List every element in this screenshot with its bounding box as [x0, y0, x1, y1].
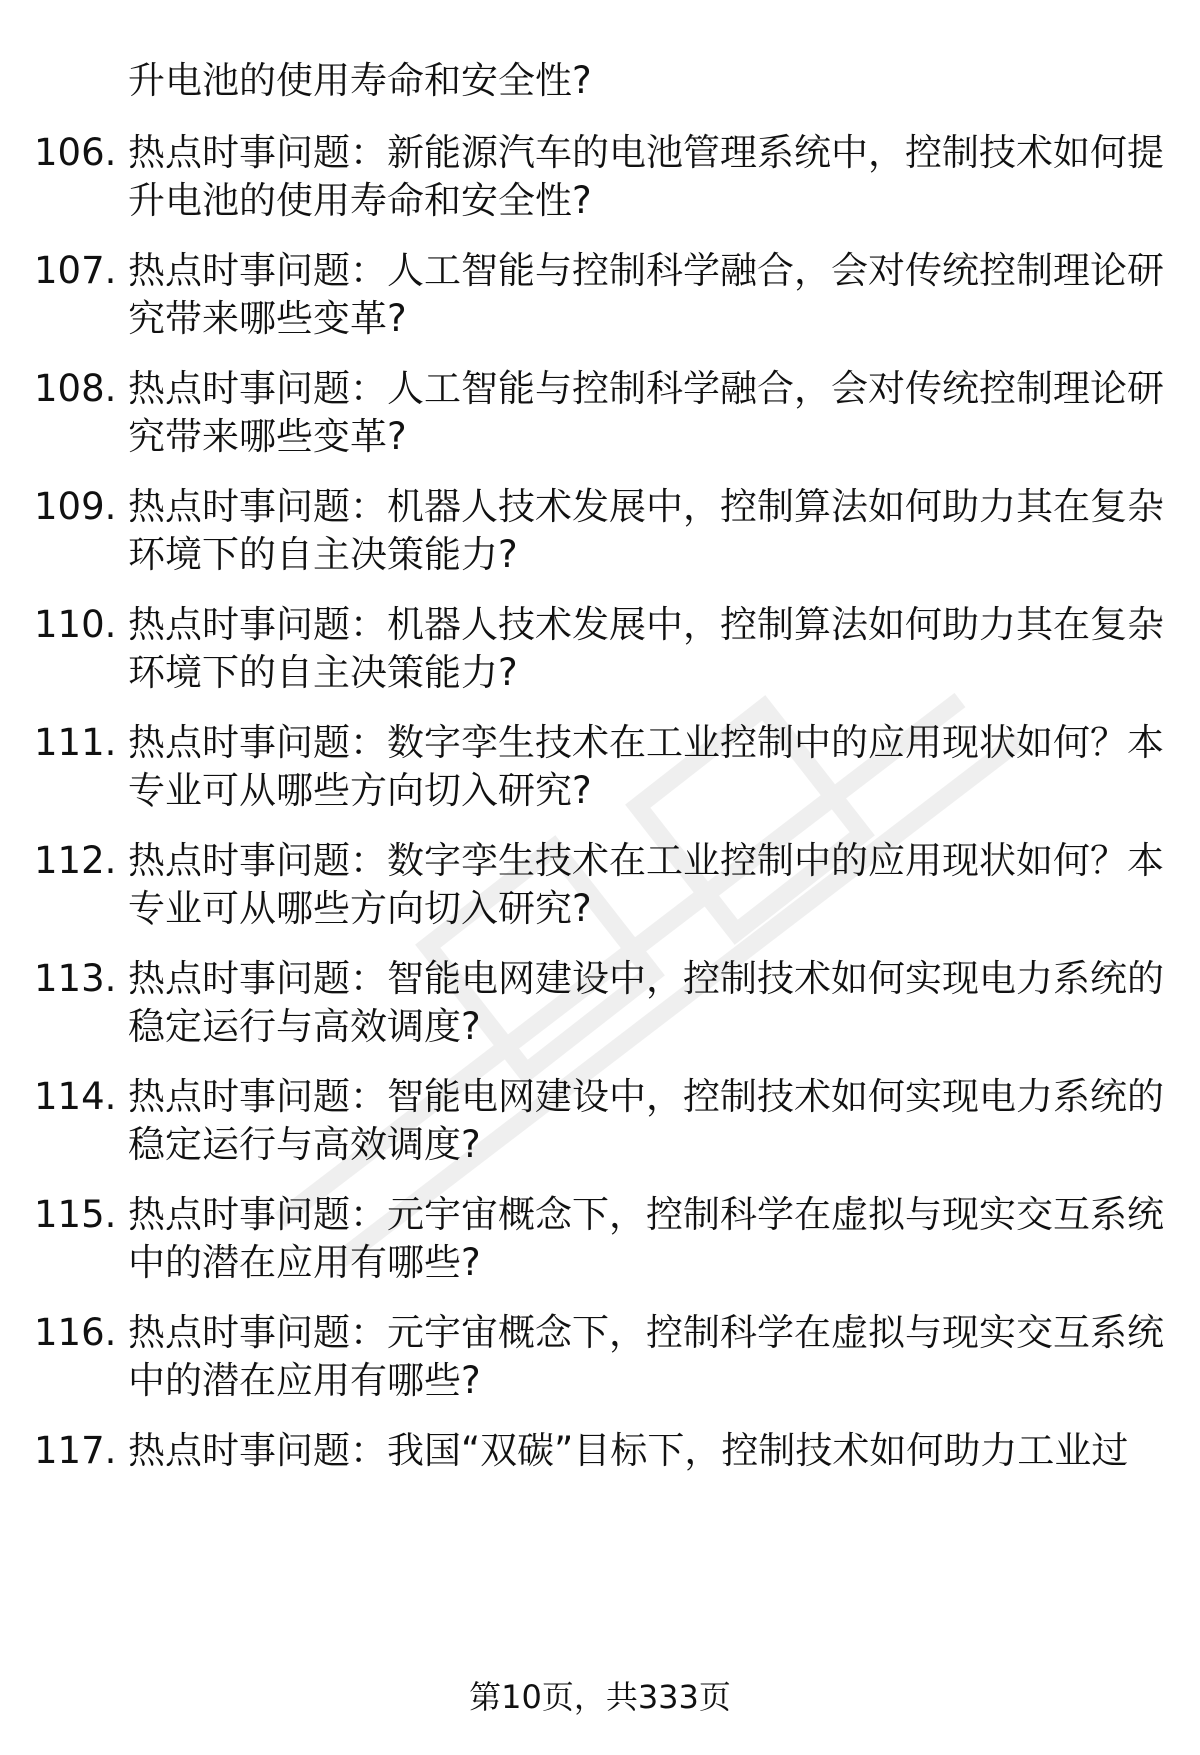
item-text-line-1: 热点时事问题：元宇宙概念下，控制科学在虚拟与现实交互系统	[128, 1311, 1164, 1354]
item-text-line-1: 热点时事问题：新能源汽车的电池管理系统中，控制技术如何提	[128, 131, 1164, 174]
item-text-line-1: 热点时事问题：元宇宙概念下，控制科学在虚拟与现实交互系统	[128, 1193, 1164, 1236]
item-number: 115.	[34, 1193, 117, 1236]
item-text-line-1: 热点时事问题：数字孪生技术在工业控制中的应用现状如何？本	[128, 721, 1164, 764]
item-text-line-2: 专业可从哪些方向切入研究?	[128, 887, 592, 930]
item-text-line-2: 中的潜在应用有哪些?	[128, 1359, 481, 1402]
item-text-line-1: 热点时事问题：机器人技术发展中，控制算法如何助力其在复杂	[128, 603, 1164, 646]
item-text-line-2: 稳定运行与高效调度?	[128, 1123, 481, 1166]
item-text-line-2: 究带来哪些变革?	[128, 297, 407, 340]
item-text-line-1: 热点时事问题：机器人技术发展中，控制算法如何助力其在复杂	[128, 485, 1164, 528]
item-text-line-1: 热点时事问题：我国“双碳”目标下，控制技术如何助力工业过	[128, 1429, 1129, 1472]
item-text-line-2: 稳定运行与高效调度?	[128, 1005, 481, 1048]
item-number: 113.	[34, 957, 117, 1000]
item-number: 116.	[34, 1311, 117, 1354]
item-text-line-1: 热点时事问题：智能电网建设中，控制技术如何实现电力系统的	[128, 1075, 1164, 1118]
item-text-line-2: 升电池的使用寿命和安全性?	[128, 179, 592, 222]
item-text-line-2: 中的潜在应用有哪些?	[128, 1241, 481, 1284]
item-number: 106.	[34, 131, 117, 174]
item-number: 112.	[34, 839, 117, 882]
item-text-line-1: 热点时事问题：人工智能与控制科学融合，会对传统控制理论研	[128, 249, 1164, 292]
page-footer: 第10页，共333页	[469, 1678, 731, 1716]
item-number: 109.	[34, 485, 117, 528]
item-text-line-1: 热点时事问题：人工智能与控制科学融合，会对传统控制理论研	[128, 367, 1164, 410]
item-text-line-2: 专业可从哪些方向切入研究?	[128, 769, 592, 812]
item-text-line-2: 究带来哪些变革?	[128, 415, 407, 458]
item-text-line-2: 环境下的自主决策能力?	[128, 533, 518, 576]
item-number: 108.	[34, 367, 117, 410]
continued-line: 升电池的使用寿命和安全性?	[128, 59, 592, 102]
item-number: 114.	[34, 1075, 117, 1118]
item-text-line-1: 热点时事问题：数字孪生技术在工业控制中的应用现状如何？本	[128, 839, 1164, 882]
item-text-line-1: 热点时事问题：智能电网建设中，控制技术如何实现电力系统的	[128, 957, 1164, 1000]
item-text-line-2: 环境下的自主决策能力?	[128, 651, 518, 694]
item-number: 117.	[34, 1429, 117, 1472]
item-number: 107.	[34, 249, 117, 292]
item-number: 110.	[34, 603, 117, 646]
item-number: 111.	[34, 721, 117, 764]
